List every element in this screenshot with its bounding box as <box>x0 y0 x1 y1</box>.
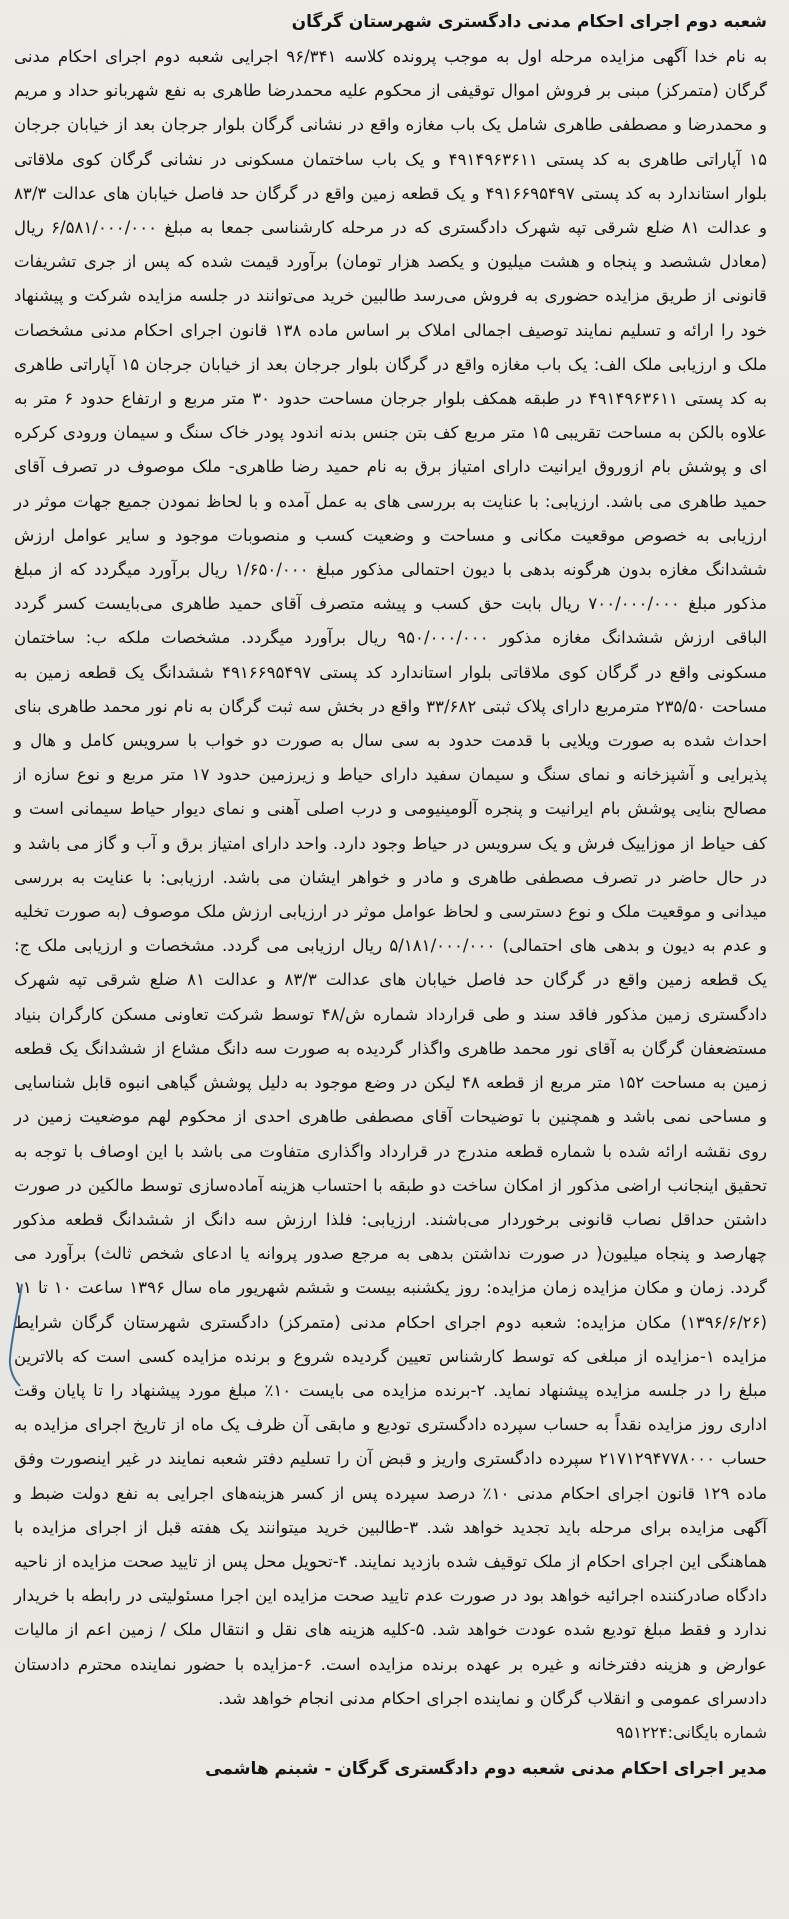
notice-body-text: به نام خدا آگهی مزایده مرحله اول به موجب پرونده کلاسه ۹۶/۳۴۱ اجرایی شعبه دوم اجرای احکام مدنی گرگان (متمرکز) مبنی بر فروش اموال توقیفی از محکوم علیه محمدرضا طاهری به نفع شهربانو حداد و مریم و محمدرضا و مصطفی طاهری شامل یک باب مغازه واقع در نشانی گرگان بلوار جرجان بعد از خیابان جرجان ۱۵ آپاراتی طاهری به کد پستی ۴۹۱۴۹۶۳۶۱۱ و یک باب ساختمان مسکونی در نشانی گرگان کوی ملاقاتی بلوار استاندارد به کد پستی ۴۹۱۶۶۹۵۴۹۷ و یک قطعه زمین واقع در گرگان حد فاصل خیابان های عدالت ۸۳/۳ و عدالت ۸۱ ضلع شرقی تپه شهرک دادگستری که در مرحله کارشناسی جمعا به مبلغ ۶/۵۸۱/۰۰۰/۰۰۰ ریال (معادل ششصد و پنجاه و هشت میلیون و یکصد هزار تومان) برآورد قیمت شده که پس از جری تشریفات قانونی از طریق مزایده حضوری به فروش می‌رسد طالبین خرید می‌توانند در جلسه مزایده شرکت و پیشنهاد خود را ارائه و تسلیم نمایند توصیف اجمالی املاک بر اساس ماده ۱۳۸ قانون اجرای احکام مدنی مشخصات ملک و ارزیابی ملک الف: یک باب مغازه واقع در گرگان بلوار جرجان بعد از خیابان جرجان ۱۵ آپاراتی طاهری به کد پستی ۴۹۱۴۹۶۳۶۱۱ در طبقه همکف بلوار جرجان مساحت حدود ۳۰ متر مربع و ارتفاع حدود ۶ متر به علاوه بالکن به مساحت تقریبی ۱۵ متر مربع کف بتن جنس بدنه اندود پودر خاک سنگ و سیمان ورودی کرکره ای و پوشش بام ازوروق ایرانیت دارای امتیاز برق به نام حمید رضا طاهری- ملک موصوف در تصرف آقای حمید طاهری می باشد. ارزیابی: با عنایت به بررسی های به عمل آمده و با لحاظ نمودن جمیع جهات موثر در ارزیابی به خصوص موقعیت مکانی و مساحت و وضعیت کسب و منصوبات موجود و سایر عوامل ارزش ششدانگ مغازه بدون هرگونه بدهی با دیون احتمالی مذکور مبلغ ۱/۶۵۰/۰۰۰ ریال برآورد میگردد که از مبلغ مذکور مبلغ ۷۰۰/۰۰۰/۰۰۰ ریال بابت حق کسب و پیشه متصرف آقای حمید طاهری می‌بایست کسر گردد الباقی ارزش ششدانگ مغازه مذکور ۹۵۰/۰۰۰/۰۰۰ ریال برآورد میگردد. مشخصات ملکه ب: ساختمان مسکونی واقع در گرگان کوی ملاقاتی بلوار استاندارد کد پستی ۴۹۱۶۶۹۵۴۹۷ ششدانگ یک قطعه زمین به مساحت ۲۳۵/۵۰ مترمربع دارای پلاک ثبتی ۳۳/۶۸۲ واقع در بخش سه ثبت گرگان به نام نور محمد طاهری بنای احداث شده به صورت ویلایی با قدمت حدود به سی سال به صورت دو خواب با سرویس کامل و هال و پذیرایی و آشپزخانه و نمای سنگ و سیمان سفید دارای حیاط و زیرزمین حدود ۱۷ متر مربع و نوع سازه از مصالح بنایی پوشش بام ایرانیت و پنجره آلومینیومی و درب اصلی آهنی و نمای دیوار حیاط سیمانی است و کف حیاط از موزاییک فرش و یک سرویس در حیاط وجود دارد. واحد دارای امتیاز برق و آب و گاز می باشد و در حال حاضر در تصرف مصطفی طاهری و مادر و خواهر ایشان می باشد. ارزیابی: با عنایت به بررسی میدانی و موقعیت ملک و نوع دسترسی و لحاظ عوامل موثر در ارزیابی ارزش ملک موصوف (به صورت تخلیه و عدم به دیون و بدهی های احتمالی) ۵/۱۸۱/۰۰۰/۰۰۰ ریال ارزیابی می گردد. مشخصات و ارزیابی ملک ج: یک قطعه زمین واقع در گرگان حد فاصل خیابان های عدالت ۸۳/۳ و عدالت ۸۱ ضلع شرقی تپه شهرک دادگستری زمین مذکور فاقد سند و طی قرارداد شماره ش/۴۸ توسط شرکت تعاونی مسکن کارگران بنیاد مستضعفان گرگان به آقای نور محمد طاهری واگذار گردیده به صورت سه دانگ مشاع از ششدانگ یک قطعه زمین به مساحت ۱۵۲ متر مربع از قطعه ۴۸ لیکن در وضع موجود به دلیل پوشش گیاهی انبوه قابل شناسایی و مساحی نمی باشد و همچنین با توضیحات آقای مصطفی طاهری احدی از محکوم لهم موضعیت زمین در روی نقشه ارائه شده با شماره قطعه مندرج در قرارداد واگذاری متفاوت می باشد با این اوصاف با توجه به تحقیق اینجانب اراضی مذکور از امکان ساخت دو طبقه با احتساب هزینه آماده‌سازی توسط مالکین در صورت داشتن حداقل نصاب قانونی برخوردار می‌باشند. ارزیابی: فلذا ارزش سه دانگ از ششدانگ قطعه مذکور چهارصد و پنجاه میلیون( در صورت نداشتن بدهی به مرجع صدور پروانه یا ادعای شخص ثالث) برآورد می گردد. زمان و مکان مزایده زمان مزایده: روز یکشنبه بیست و ششم شهریور ماه سال ۱۳۹۶ ساعت ۱۰ تا ۱۱ (۱۳۹۶/۶/۲۶) مکان مزایده: شعبه دوم اجرای احکام مدنی (متمرکز) دادگستری شهرستان گرگان شرایط مزایده ۱-مزایده از مبلغی که توسط کارشناس تعیین گردیده شروع و برنده مزایده کسی است که بالاترین مبلغ را در جلسه مزایده پیشنهاد نماید. ۲-برنده مزایده می بایست ۱۰٪ مبلغ مورد پیشنهاد را تا پایان وقت اداری روز مزایده نقداً به حساب سپرده دادگستری تودیع و مابقی آن ظرف یک ماه از تاریخ اجرای مزایده به حساب ۲۱۷۱۲۹۴۷۷۸۰۰۰ سپرده دادگستری واریز و قبض آن را تسلیم دفتر شعبه نمایند در غیر اینصورت وفق ماده ۱۲۹ قانون اجرای احکام مدنی ۱۰٪ درصد سپرده پس از کسر هزینه‌های اجرایی به نفع دولت ضبط و آگهی مزایده برای مرحله باید تجدید خواهد شد. ۳-طالبین خرید میتوانند یک هفته قبل از اجرای مزایده با هماهنگی این اجرای احکام از ملک توقیف شده بازدید نمایند. ۴-تحویل محل پس از تایید صحت مزایده از ناحیه دادگاه صادرکننده اجرائیه خواهد بود در صورت عدم تایید صحت مزایده این اجرا مسئولیتی در رابطه با خریدار ندارد و فقط مبلغ تودیع شده عودت خواهد شد. ۵-کلیه هزینه های نقل و انتقال ملک / زمین اعم از مالیات عوارض و هزینه دفترخانه و غیره بر عهده برنده مزایده است. ۶-مزایده با حضور نماینده محترم دادستان دادسرای عمومی و انقلاب گرگان و نماینده اجرای احکام مدنی انجام خواهد شد. <box>14 47 768 1708</box>
notice-body <box>14 40 767 1716</box>
archive-number: شماره بایگانی:۹۵۱۲۲۴ <box>616 1722 767 1742</box>
signature-line: مدیر اجرای احکام مدنی شعبه دوم دادگستری گرگان - شبنم هاشمی <box>205 1758 767 1779</box>
notice-title: شعبه دوم اجرای احکام مدنی دادگستری شهرستان گرگان <box>291 12 767 32</box>
pen-mark-icon <box>6 1280 28 1390</box>
